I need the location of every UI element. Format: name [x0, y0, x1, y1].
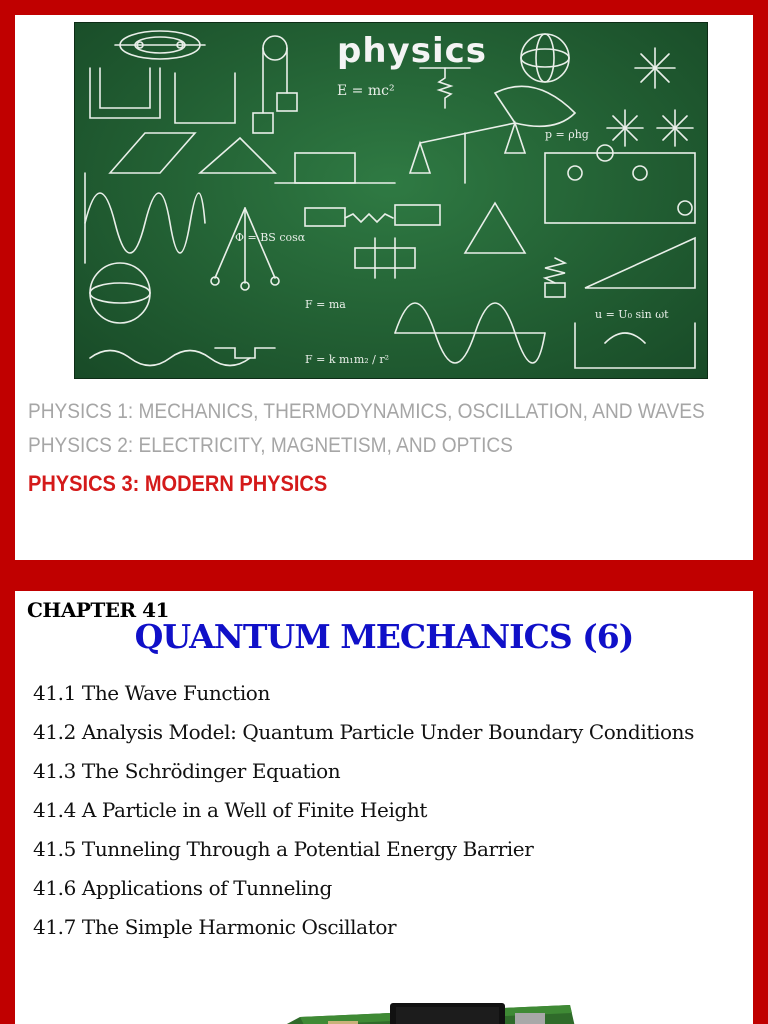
slide-course-overview: [15, 15, 753, 560]
physics-chalkboard-image: [74, 22, 708, 379]
section-item: 41.1 The Wave Function: [33, 681, 270, 705]
course-physics-2: PHYSICS 2: ELECTRICITY, MAGNETISM, AND OPTICS: [28, 434, 513, 457]
slide-chapter-contents: [15, 591, 753, 1024]
circuit-board-image: [240, 969, 580, 1024]
chapter-label: CHAPTER 41: [27, 598, 169, 622]
svg-text:Φ = BS cosα: Φ = BS cosα: [235, 231, 306, 244]
chapter-title: QUANTUM MECHANICS (6): [134, 617, 634, 656]
section-item: 41.2 Analysis Model: Quantum Particle Under Boundary Conditions: [33, 720, 694, 744]
course-physics-3: PHYSICS 3: MODERN PHYSICS: [28, 471, 328, 496]
section-item: 41.6 Applications of Tunneling: [33, 876, 332, 900]
chalkboard-sketches: [75, 23, 707, 378]
chalkboard-title: physics: [337, 31, 487, 71]
section-list: [33, 679, 694, 952]
section-item: 41.4 A Particle in a Well of Finite Height: [33, 798, 427, 822]
section-item: 41.3 The Schrödinger Equation: [33, 759, 341, 783]
svg-text:F = ma: F = ma: [305, 298, 346, 311]
svg-text:E = mc²: E = mc²: [337, 83, 395, 99]
section-item: 41.7 The Simple Harmonic Oscillator: [33, 915, 397, 939]
course-physics-1: PHYSICS 1: MECHANICS, THERMODYNAMICS, OSCILLATION, AND WAVES: [28, 400, 705, 423]
section-item: 41.5 Tunneling Through a Potential Energy Barrier: [33, 837, 534, 861]
svg-text:u = U₀ sin ωt: u = U₀ sin ωt: [595, 308, 669, 321]
svg-text:p = ρhg: p = ρhg: [545, 128, 589, 141]
svg-text:F = k m₁m₂ / r²: F = k m₁m₂ / r²: [305, 353, 390, 366]
